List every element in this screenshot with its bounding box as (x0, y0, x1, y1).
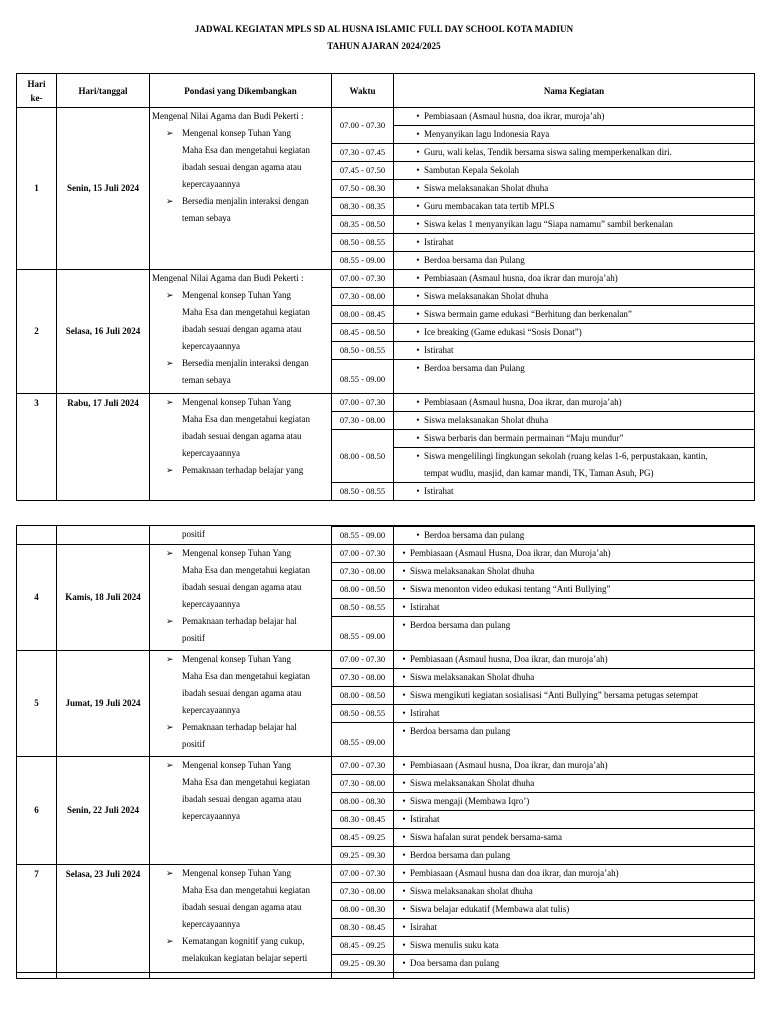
activity-cell: • Siswa belajar edukatif (Membawa alat tulis) (394, 901, 755, 919)
bullet-icon: • (402, 708, 406, 718)
pondasi-cell (150, 108, 332, 270)
time-cell: 08.55 - 09.00 (332, 252, 394, 270)
pondasi-line: kepercayaannya (182, 811, 240, 821)
table-row (17, 651, 755, 669)
time-cell: 07.00 - 07.30 (332, 865, 394, 883)
bullet-icon: • (416, 237, 420, 247)
schedule-table-part-1 (16, 73, 755, 501)
bullet-icon: • (402, 690, 406, 700)
pondasi-item: ➢ Bersedia menjalin interaksi dengan (152, 193, 329, 210)
schedule-table-part-2 (16, 525, 755, 979)
title-line-2: TAHUN AJARAN 2024/2025 (327, 41, 441, 51)
bullet-icon: • (402, 654, 406, 664)
pondasi-item: ➢ Pemaknaan terhadap belajar hal (152, 613, 329, 630)
pondasi-cell (150, 865, 332, 973)
time-cell: 07.30 - 08.00 (332, 288, 394, 306)
time-cell: 08.30 - 08.35 (332, 198, 394, 216)
time-cell: 08.50 - 08.55 (332, 483, 394, 501)
pondasi-line: positif (182, 739, 206, 749)
table-row (17, 108, 755, 126)
time-cell: 07.00 - 07.30 (332, 108, 394, 144)
spacer-cell (332, 973, 394, 979)
activity-cell: • Doa bersama dan pulang (394, 955, 755, 973)
time-cell: 08.00 - 08.30 (332, 793, 394, 811)
day-date: Senin, 22 Juli 2024 (57, 757, 150, 865)
activity-cell: • Berdoa bersama dan pulang (394, 617, 755, 651)
day-date-continued (57, 526, 150, 545)
col-hari-tanggal: Hari/tanggal (57, 74, 150, 108)
pondasi-line: Maha Esa dan mengetahui kegiatan (182, 565, 310, 575)
bullet-icon: • (402, 904, 406, 914)
bullet-icon: • (416, 451, 420, 461)
activity-cell: • Pembiasaan (Asmaul husna dan doa ikrar, dan muroja’ah) (394, 865, 755, 883)
spacer-cell (57, 973, 150, 979)
time-cell: 08.00 - 08.45 (332, 306, 394, 324)
time-cell: 07.30 - 08.00 (332, 563, 394, 581)
pondasi-cell (150, 270, 332, 394)
activity-cell: • Pembiasaan (Asmaul husna, doa ikrar dan muroja’ah) (394, 270, 755, 288)
bullet-icon: • (416, 327, 420, 337)
bullet-icon: • (416, 397, 420, 407)
bullet-icon: • (402, 726, 406, 736)
table-row (17, 270, 755, 288)
time-cell: 07.30 - 08.00 (332, 669, 394, 687)
bullet-icon: • (402, 548, 406, 558)
pondasi-line: Maha Esa dan mengetahui kegiatan (182, 145, 310, 155)
bullet-icon: • (402, 958, 406, 968)
bullet-icon: • (416, 273, 420, 283)
pondasi-line: ibadah sesuai dengan agama atau (182, 324, 302, 334)
activity-cell: • Isirahat (394, 919, 755, 937)
pondasi-line: positif (182, 633, 206, 643)
bullet-icon: • (416, 255, 420, 265)
bullet-icon: • (402, 922, 406, 932)
activity-line: • Siswa mengelilingi lingkungan sekolah (ruang kelas 1-6, perpustakaan, kantin, (398, 448, 754, 465)
time-cell: 08.55 - 09.00 (332, 527, 394, 545)
time-cell: 08.00 - 08.30 (332, 901, 394, 919)
day-number: 6 (17, 757, 57, 865)
pondasi-line: ibadah sesuai dengan agama atau (182, 162, 302, 172)
bullet-icon: • (416, 486, 420, 496)
activity-cell: • Istirahat (394, 599, 755, 617)
time-cell: 09.25 - 09.30 (332, 847, 394, 865)
bullet-icon: • (416, 309, 420, 319)
col-nama-kegiatan: Nama Kegiatan (394, 74, 755, 108)
arrow-bullet-icon: ➢ (166, 654, 174, 664)
bullet-icon: • (402, 584, 406, 594)
activity-cell: • Siswa melaksanakan Sholat dhuha (394, 412, 755, 430)
time-cell: 08.30 - 08.45 (332, 919, 394, 937)
pondasi-line: Maha Esa dan mengetahui kegiatan (182, 885, 310, 895)
activity-cell: • Berdoa bersama dan Pulang (394, 252, 755, 270)
pondasi-line: ibadah sesuai dengan agama atau (182, 688, 302, 698)
day-number: 7 (17, 865, 57, 973)
col-hari-ke (17, 74, 57, 108)
bullet-icon: • (416, 433, 420, 443)
spacer-cell (394, 973, 755, 979)
pondasi-item: ➢ Pemaknaan terhadap belajar hal (152, 719, 329, 736)
activity-cell: • Siswa menulis suku kata (394, 937, 755, 955)
time-cell: 07.00 - 07.30 (332, 545, 394, 563)
pondasi-line: teman sebaya (182, 375, 231, 385)
bullet-icon: • (416, 183, 420, 193)
pondasi-item: ➢ Pemaknaan terhadap belajar yang (152, 462, 329, 479)
col-pondasi: Pondasi yang Dikembangkan (150, 74, 332, 108)
bullet-icon: • (416, 363, 420, 373)
pondasi-cell (150, 526, 332, 545)
time-cell: 07.00 - 07.30 (332, 270, 394, 288)
activity-cell: • Pembiasaan (Asmaul husna, doa ikrar, muroja’ah) (394, 108, 755, 126)
activity-cell: • Berdoa bersama dan pulang (394, 847, 755, 865)
activity-cell: • Berdoa bersama dan pulang (394, 723, 755, 757)
bullet-icon: • (402, 566, 406, 576)
pondasi-line: kepercayaannya (182, 705, 240, 715)
time-cell: 08.50 - 08.55 (332, 234, 394, 252)
bullet-icon: • (416, 415, 420, 425)
activity-cell: • Istirahat (394, 705, 755, 723)
time-cell: 09.25 - 09.30 (332, 955, 394, 973)
pondasi-line: ibadah sesuai dengan agama atau (182, 794, 302, 804)
bullet-icon: • (416, 345, 420, 355)
pondasi-line: positif (182, 529, 206, 539)
time-cell: 07.30 - 08.00 (332, 775, 394, 793)
col-hari-ke-line1: Hari (27, 78, 46, 89)
pondasi-cell (150, 394, 332, 501)
activity-cell: • Siswa mengaji (Membawa Iqro’) (394, 793, 755, 811)
arrow-bullet-icon: ➢ (166, 616, 174, 626)
pondasi-line: Maha Esa dan mengetahui kegiatan (182, 777, 310, 787)
pondasi-line: Maha Esa dan mengetahui kegiatan (182, 414, 310, 424)
time-cell: 07.30 - 07.45 (332, 144, 394, 162)
activity-cell: • Siswa melaksanakan Sholat dhuha (394, 669, 755, 687)
pondasi-line: kepercayaannya (182, 599, 240, 609)
time-cell: 08.50 - 08.55 (332, 342, 394, 360)
arrow-bullet-icon: ➢ (166, 465, 174, 475)
bullet-icon: • (402, 886, 406, 896)
bullet-icon: • (416, 291, 420, 301)
time-cell: 07.00 - 07.30 (332, 757, 394, 775)
activity-cell: • Istirahat (394, 483, 755, 501)
time-cell: 08.45 - 09.25 (332, 937, 394, 955)
title-line-1: JADWAL KEGIATAN MPLS SD AL HUSNA ISLAMIC FULL DAY SCHOOL KOTA MADIUN (194, 24, 574, 34)
arrow-bullet-icon: ➢ (166, 290, 174, 300)
bullet-icon: • (402, 850, 406, 860)
bullet-icon: • (402, 796, 406, 806)
arrow-bullet-icon: ➢ (166, 548, 174, 558)
time-cell: 07.30 - 08.00 (332, 883, 394, 901)
pondasi-line: kepercayaannya (182, 179, 240, 189)
activity-cell: • Siswa kelas 1 menyanyikan lagu “Siapa namamu” sambil berkenalan (394, 216, 755, 234)
spacer-cell (150, 973, 332, 979)
table-row (17, 865, 755, 883)
activity-cell: • Siswa mengikuti kegiatan sosialisasi “Anti Bullying” bersama petugas setempat (394, 687, 755, 705)
activity-cell: • Ice breaking (Game edukasi “Sosis Donat”) (394, 324, 755, 342)
col-waktu: Waktu (332, 74, 394, 108)
pondasi-item: ➢ Mengenal konsep Tuhan Yang (152, 757, 329, 774)
time-cell: 07.45 - 07.50 (332, 162, 394, 180)
bullet-icon: • (402, 672, 406, 682)
pondasi-line: ibadah sesuai dengan agama atau (182, 582, 302, 592)
activity-cell: • Menyanyikan lagu Indonesia Raya (394, 126, 755, 144)
table-row-spacer (17, 973, 755, 979)
time-cell: 08.55 - 09.00 (332, 360, 394, 394)
pondasi-cell (150, 651, 332, 757)
time-cell: 08.45 - 08.50 (332, 324, 394, 342)
activity-cell: • Pembiasaan (Asmaul husna, Doa ikrar, dan muroja’ah) (394, 757, 755, 775)
day-number: 3 (17, 394, 57, 501)
time-cell: 08.55 - 09.00 (332, 617, 394, 651)
activity-cell: • Berdoa bersama dan pulang (394, 527, 755, 545)
bullet-icon: • (416, 201, 420, 211)
pondasi-item: ➢ Mengenal konsep Tuhan Yang (152, 865, 329, 882)
day-date: Jumat, 19 Juli 2024 (57, 651, 150, 757)
bullet-icon: • (402, 760, 406, 770)
day-date: Kamis, 18 Juli 2024 (57, 545, 150, 651)
time-cell: 07.00 - 07.30 (332, 651, 394, 669)
arrow-bullet-icon: ➢ (166, 722, 174, 732)
pondasi-item: ➢ Kematangan kognitif yang cukup, (152, 933, 329, 950)
time-cell: 08.00 - 08.50 (332, 687, 394, 705)
bullet-icon: • (416, 219, 420, 229)
activity-cell: • Siswa hafalan surat pendek bersama-sama (394, 829, 755, 847)
pondasi-line: melakukan kegiatan belajar seperti (182, 953, 308, 963)
time-cell: 08.55 - 09.00 (332, 723, 394, 757)
activity-cell: • Istirahat (394, 811, 755, 829)
activity-cell: • Pembiasaan (Asmaul Husna, Doa ikrar, dan Muroja’ah) (394, 545, 755, 563)
pondasi-item: ➢ Mengenal konsep Tuhan Yang (152, 545, 329, 562)
activity-cell: • Guru, wali kelas, Tendik bersama siswa saling memperkenalkan diri. (394, 144, 755, 162)
pondasi-line: Maha Esa dan mengetahui kegiatan (182, 671, 310, 681)
day-date: Selasa, 23 Juli 2024 (57, 865, 150, 973)
arrow-bullet-icon: ➢ (166, 128, 174, 138)
bullet-icon: • (402, 832, 406, 842)
table-row (17, 394, 755, 412)
activity-cell: • Siswa bermain game edukasi “Berhitung dan berkenalan” (394, 306, 755, 324)
arrow-bullet-icon: ➢ (166, 760, 174, 770)
activity-cell: • Siswa berbaris dan bermain permainan “Maju mundur” (394, 430, 755, 448)
bullet-icon: • (416, 111, 420, 121)
activity-cell: • Siswa melaksanakan Sholat dhuha (394, 180, 755, 198)
pondasi-cell (150, 545, 332, 651)
time-cell: 08.50 - 08.55 (332, 599, 394, 617)
col-hari-ke-line2: ke- (30, 92, 43, 103)
arrow-bullet-icon: ➢ (166, 868, 174, 878)
pondasi-line: kepercayaannya (182, 919, 240, 929)
time-cell: 08.45 - 09.25 (332, 829, 394, 847)
day-number: 1 (17, 108, 57, 270)
pondasi-heading: Mengenal Nilai Agama dan Budi Pekerti : (152, 273, 304, 283)
pondasi-line: kepercayaannya (182, 341, 240, 351)
time-cell: 07.50 - 08.30 (332, 180, 394, 198)
time-cell: 07.00 - 07.30 (332, 394, 394, 412)
activity-cell: • Pembiasaan (Asmaul husna, Doa ikrar, dan muroja’ah) (394, 394, 755, 412)
activity-cell: • Istirahat (394, 342, 755, 360)
time-cell: 07.30 - 08.00 (332, 412, 394, 430)
pondasi-line: Maha Esa dan mengetahui kegiatan (182, 307, 310, 317)
pondasi-item: ➢ Bersedia menjalin interaksi dengan (152, 355, 329, 372)
activity-cell: • Siswa melaksanakan Sholat dhuha (394, 288, 755, 306)
arrow-bullet-icon: ➢ (166, 397, 174, 407)
day-date: Rabu, 17 Juli 2024 (57, 394, 150, 501)
day-date: Selasa, 16 Juli 2024 (57, 270, 150, 394)
arrow-bullet-icon: ➢ (166, 936, 174, 946)
spacer-cell (17, 973, 57, 979)
table-row (17, 757, 755, 775)
time-cell: 08.35 - 08.50 (332, 216, 394, 234)
time-cell: 08.30 - 08.45 (332, 811, 394, 829)
pondasi-cell (150, 757, 332, 865)
pondasi-heading: Mengenal Nilai Agama dan Budi Pekerti : (152, 111, 304, 121)
day-number: 2 (17, 270, 57, 394)
table-row (17, 545, 755, 563)
arrow-bullet-icon: ➢ (166, 358, 174, 368)
activity-cell: • Guru membacakan tata tertib MPLS (394, 198, 755, 216)
pondasi-line: ibadah sesuai dengan agama atau (182, 431, 302, 441)
bullet-icon: • (402, 620, 406, 630)
pondasi-item: ➢ Mengenal konsep Tuhan Yang (152, 287, 329, 304)
activity-line: tempat wudlu, masjid, dan kamar mandi, TK, Taman Asuh, PG) (424, 468, 654, 478)
table-header-row (17, 74, 755, 108)
bullet-icon: • (416, 147, 420, 157)
bullet-icon: • (402, 868, 406, 878)
activity-cell: • Siswa melaksanakan sholat dhuha (394, 883, 755, 901)
arrow-bullet-icon: ➢ (166, 196, 174, 206)
activity-cell: • Istirahat (394, 234, 755, 252)
bullet-icon: • (416, 129, 420, 139)
activity-cell (394, 448, 755, 483)
bullet-icon: • (402, 814, 406, 824)
time-cell: 08.00 - 08.50 (332, 581, 394, 599)
activity-cell: • Siswa menonton video edukasi tentang “Anti Bullying” (394, 581, 755, 599)
day-number: 5 (17, 651, 57, 757)
bullet-icon: • (402, 778, 406, 788)
activity-cell: • Siswa melaksanakan Sholat dhuha (394, 775, 755, 793)
bullet-icon: • (416, 530, 420, 540)
pondasi-item: ➢ Mengenal konsep Tuhan Yang (152, 651, 329, 668)
day-date: Senin, 15 Juli 2024 (57, 108, 150, 270)
activity-cell: • Sambutan Kepala Sekolah (394, 162, 755, 180)
pondasi-line: teman sebaya (182, 213, 231, 223)
pondasi-line: ibadah sesuai dengan agama atau (182, 902, 302, 912)
day-number: 4 (17, 545, 57, 651)
time-cell: 08.00 - 08.50 (332, 430, 394, 483)
time-cell: 08.50 - 08.55 (332, 705, 394, 723)
pondasi-line: kepercayaannya (182, 448, 240, 458)
activity-cell: • Pembiasaan (Asmaul husna, Doa ikrar, dan muroja’ah) (394, 651, 755, 669)
day-number-continued (17, 526, 57, 545)
pondasi-item: ➢ Mengenal konsep Tuhan Yang (152, 125, 329, 142)
activity-cell: • Siswa melaksanakan Sholat dhuha (394, 563, 755, 581)
bullet-icon: • (402, 940, 406, 950)
activity-cell: • Berdoa bersama dan Pulang (394, 360, 755, 394)
bullet-icon: • (402, 602, 406, 612)
pondasi-item: ➢ Mengenal konsep Tuhan Yang (152, 394, 329, 411)
bullet-icon: • (416, 165, 420, 175)
